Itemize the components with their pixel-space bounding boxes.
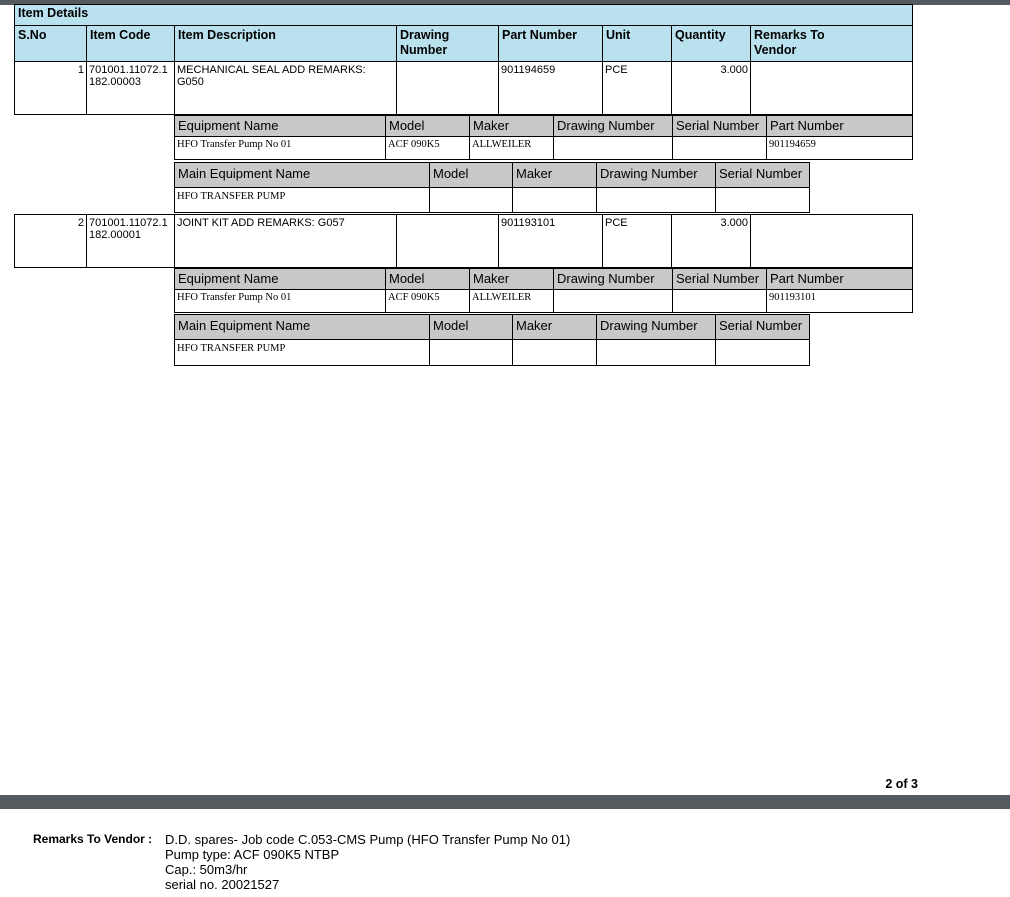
item-1-main-header-model: Model bbox=[429, 162, 513, 188]
item-2-main-header-drawing-number: Drawing Number bbox=[596, 314, 716, 340]
remarks-to-vendor-label: Remarks To Vendor : bbox=[33, 832, 153, 846]
item-2-unit: PCE bbox=[602, 214, 672, 268]
item-2-eq-header-equipment-name: Equipment Name bbox=[174, 268, 386, 290]
item-2-main-header-name: Main Equipment Name bbox=[174, 314, 430, 340]
item-2-main-model bbox=[429, 339, 513, 366]
item-2-main-header-maker: Maker bbox=[512, 314, 597, 340]
item-2-main-drawing-number bbox=[596, 339, 716, 366]
remarks-line: Cap.: 50m3/hr bbox=[165, 862, 248, 877]
item-2-main-equipment-name: HFO TRANSFER PUMP bbox=[174, 339, 430, 366]
remarks-line: D.D. spares- Job code C.053-CMS Pump (HFO Transfer Pump No 01) bbox=[165, 832, 571, 847]
item-2-eq-part-number: 901193101 bbox=[766, 289, 913, 313]
item-2-eq-header-serial-number: Serial Number bbox=[672, 268, 767, 290]
item-2-eq-drawing-number bbox=[553, 289, 673, 313]
item-1-unit: PCE bbox=[602, 61, 672, 115]
col-header-item-description: Item Description bbox=[174, 25, 397, 62]
col-header-unit: Unit bbox=[602, 25, 672, 62]
item-1-main-drawing-number bbox=[596, 187, 716, 213]
item-1-description: MECHANICAL SEAL ADD REMARKS: G050 bbox=[174, 61, 397, 115]
item-2-quantity: 3.000 bbox=[671, 214, 751, 268]
section-title-text: Item Details bbox=[18, 6, 89, 20]
col-header-quantity: Quantity bbox=[671, 25, 751, 62]
col-header-drawing-number: Drawing Number bbox=[396, 25, 499, 62]
item-2-item-code: 701001.11072.1 182.00001 bbox=[86, 214, 175, 268]
item-1-eq-header-serial-number: Serial Number bbox=[672, 115, 767, 137]
item-1-eq-header-model: Model bbox=[385, 115, 470, 137]
item-1-eq-header-drawing-number: Drawing Number bbox=[553, 115, 673, 137]
item-2-main-header-serial-number: Serial Number bbox=[715, 314, 810, 340]
col-header-part-number: Part Number bbox=[498, 25, 603, 62]
item-1-main-maker bbox=[512, 187, 597, 213]
item-1-drawing-number bbox=[396, 61, 499, 115]
section-title bbox=[14, 4, 913, 26]
item-2-eq-model: ACF 090K5 bbox=[385, 289, 470, 313]
item-1-remarks bbox=[750, 61, 913, 115]
item-1-main-header-maker: Maker bbox=[512, 162, 597, 188]
page-indicator: 2 of 3 bbox=[885, 777, 918, 791]
item-1-sno: 1 bbox=[14, 61, 87, 115]
item-1-main-model bbox=[429, 187, 513, 213]
col-header-item-code: Item Code bbox=[86, 25, 175, 62]
item-2-part-number: 901193101 bbox=[498, 214, 603, 268]
item-2-sno: 2 bbox=[14, 214, 87, 268]
remarks-line: Pump type: ACF 090K5 NTBP bbox=[165, 847, 340, 862]
item-2-eq-maker: ALLWEILER bbox=[469, 289, 554, 313]
item-1-main-serial-number bbox=[715, 187, 810, 213]
item-2-main-serial-number bbox=[715, 339, 810, 366]
col-header-sno: S.No bbox=[14, 25, 87, 62]
item-1-eq-header-part-number: Part Number bbox=[766, 115, 913, 137]
item-2-remarks bbox=[750, 214, 913, 268]
item-2-eq-header-maker: Maker bbox=[469, 268, 554, 290]
item-2-eq-serial-number bbox=[672, 289, 767, 313]
col-header-remarks: Remarks To Vendor bbox=[750, 25, 913, 62]
item-1-quantity: 3.000 bbox=[671, 61, 751, 115]
item-1-eq-maker: ALLWEILER bbox=[469, 136, 554, 160]
item-1-eq-serial-number bbox=[672, 136, 767, 160]
item-1-eq-part-number: 901194659 bbox=[766, 136, 913, 160]
item-2-eq-header-drawing-number: Drawing Number bbox=[553, 268, 673, 290]
item-1-main-header-drawing-number: Drawing Number bbox=[596, 162, 716, 188]
item-2-main-header-model: Model bbox=[429, 314, 513, 340]
item-1-eq-model: ACF 090K5 bbox=[385, 136, 470, 160]
page-separator-bar bbox=[0, 795, 1010, 809]
item-1-main-equipment-name: HFO TRANSFER PUMP bbox=[174, 187, 430, 213]
item-1-eq-equipment-name: HFO Transfer Pump No 01 bbox=[174, 136, 386, 160]
remarks-line: serial no. 20021527 bbox=[165, 877, 280, 892]
item-1-item-code: 701001.11072.1 182.00003 bbox=[86, 61, 175, 115]
remarks-to-vendor-text bbox=[165, 832, 570, 892]
item-2-description: JOINT KIT ADD REMARKS: G057 bbox=[174, 214, 397, 268]
item-1-main-header-name: Main Equipment Name bbox=[174, 162, 430, 188]
item-2-drawing-number bbox=[396, 214, 499, 268]
item-2-eq-equipment-name: HFO Transfer Pump No 01 bbox=[174, 289, 386, 313]
item-2-eq-header-model: Model bbox=[385, 268, 470, 290]
item-2-main-maker bbox=[512, 339, 597, 366]
item-2-eq-header-part-number: Part Number bbox=[766, 268, 913, 290]
item-1-main-header-serial-number: Serial Number bbox=[715, 162, 810, 188]
item-1-eq-header-maker: Maker bbox=[469, 115, 554, 137]
item-1-eq-header-equipment-name: Equipment Name bbox=[174, 115, 386, 137]
item-1-part-number: 901194659 bbox=[498, 61, 603, 115]
item-1-eq-drawing-number bbox=[553, 136, 673, 160]
